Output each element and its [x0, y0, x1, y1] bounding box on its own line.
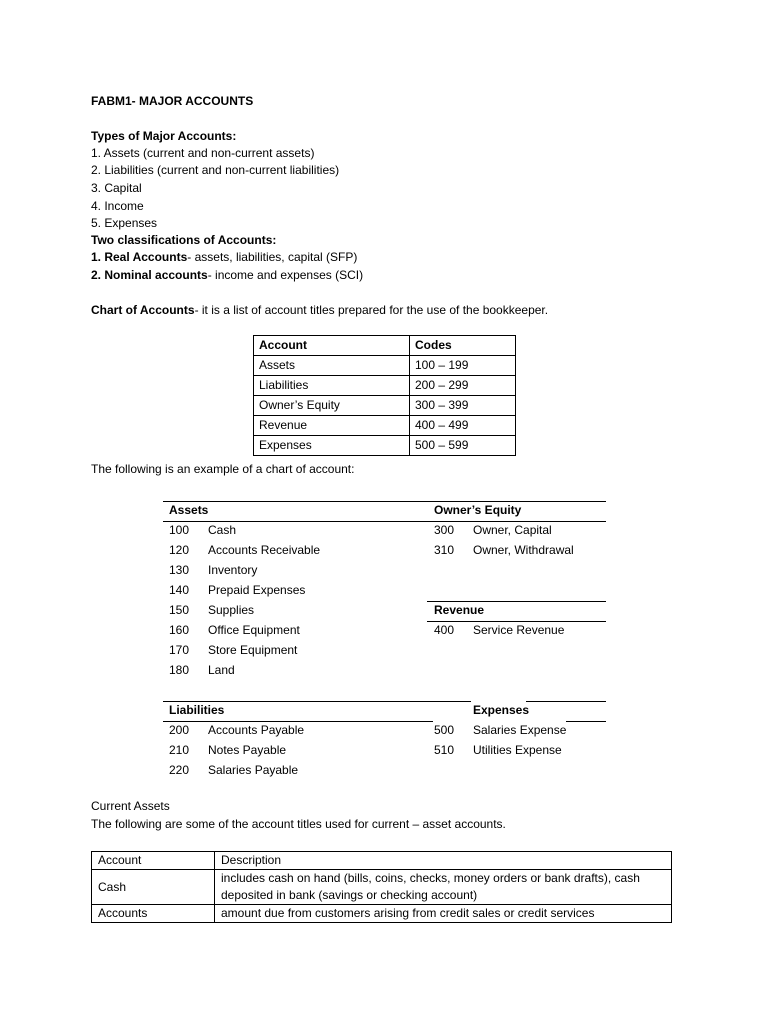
classification-text: - assets, liabilities, capital (SFP)	[187, 250, 358, 264]
account-codes-table	[253, 335, 516, 456]
list-item	[169, 600, 254, 620]
account-code: 310	[434, 543, 455, 557]
current-assets-table	[91, 851, 672, 923]
owners-equity-heading: Owner’s Equity	[434, 503, 522, 517]
divider	[163, 501, 606, 502]
table-cell: Revenue	[254, 416, 410, 436]
table-cell: 100 – 199	[410, 356, 516, 376]
account-title: Land	[208, 663, 235, 677]
table-header: Description	[215, 852, 672, 870]
table-cell: Liabilities	[254, 376, 410, 396]
current-assets-heading: Current Assets	[91, 799, 170, 813]
list-item	[169, 640, 297, 660]
types-item: 5. Expenses	[91, 216, 158, 230]
account-title: Notes Payable	[208, 743, 287, 757]
current-assets-intro: The following are some of the account titles used for current – asset accounts.	[91, 817, 506, 831]
example-intro: The following is an example of a chart of account:	[91, 462, 355, 476]
account-title: Accounts Receivable	[208, 543, 321, 557]
types-heading: Types of Major Accounts:	[91, 129, 237, 143]
table-cell: includes cash on hand (bills, coins, checks, money orders or bank drafts), cash deposited in bank (savings or checking account)	[215, 870, 672, 905]
classification-text: - income and expenses (SCI)	[207, 268, 364, 282]
chart-of-accounts-term: Chart of Accounts	[91, 303, 195, 317]
account-title: Utilities Expense	[473, 743, 562, 757]
table-row	[254, 416, 516, 436]
divider	[566, 721, 606, 722]
list-item	[169, 580, 305, 600]
list-item	[169, 560, 257, 580]
list-item	[169, 520, 236, 540]
table-cell: Assets	[254, 356, 410, 376]
account-code: 400	[434, 623, 455, 637]
account-code: 130	[169, 563, 190, 577]
types-item: 2. Liabilities (current and non-current liabilities)	[91, 163, 340, 177]
account-code: 510	[434, 743, 455, 757]
list-item	[169, 740, 286, 760]
account-title: Supplies	[208, 603, 255, 617]
classifications-heading: Two classifications of Accounts:	[91, 233, 277, 247]
table-cell: Accounts	[92, 905, 215, 923]
types-item: 3. Capital	[91, 181, 142, 195]
table-row	[254, 356, 516, 376]
table-header-row	[254, 336, 516, 356]
list-item	[434, 520, 552, 540]
classification-term: 1. Real Accounts	[91, 250, 188, 264]
table-header: Account	[92, 852, 215, 870]
account-code: 160	[169, 623, 190, 637]
account-code: 140	[169, 583, 190, 597]
liabilities-heading: Liabilities	[169, 703, 225, 717]
list-item	[169, 660, 235, 680]
account-code: 220	[169, 763, 190, 777]
account-code: 100	[169, 523, 190, 537]
list-item	[434, 620, 564, 640]
list-item	[169, 540, 320, 560]
table-row	[254, 436, 516, 456]
account-code: 170	[169, 643, 190, 657]
account-code: 210	[169, 743, 190, 757]
account-code: 120	[169, 543, 190, 557]
account-title: Salaries Expense	[473, 723, 567, 737]
chart-of-accounts-text: - it is a list of account titles prepared for the use of the bookkeeper.	[194, 303, 549, 317]
account-title: Owner, Capital	[473, 523, 552, 537]
assets-heading: Assets	[169, 503, 209, 517]
revenue-heading: Revenue	[434, 603, 485, 617]
table-cell: 300 – 399	[410, 396, 516, 416]
account-title: Prepaid Expenses	[208, 583, 306, 597]
table-cell: Cash	[92, 870, 215, 905]
list-item	[169, 620, 300, 640]
document-title: FABM1- MAJOR ACCOUNTS	[91, 94, 254, 108]
list-item	[434, 740, 562, 760]
list-item	[169, 720, 304, 740]
table-cell: 500 – 599	[410, 436, 516, 456]
table-header: Account	[254, 336, 410, 356]
types-item: 1. Assets (current and non-current assets)	[91, 146, 315, 160]
list-item	[434, 720, 566, 740]
account-title: Office Equipment	[208, 623, 300, 637]
account-code: 180	[169, 663, 190, 677]
table-row	[254, 396, 516, 416]
account-title: Owner, Withdrawal	[473, 543, 574, 557]
expenses-heading: Expenses	[473, 703, 530, 717]
table-header-row	[92, 852, 672, 870]
classification-term: 2. Nominal accounts	[91, 268, 208, 282]
account-code: 200	[169, 723, 190, 737]
account-code: 500	[434, 723, 455, 737]
table-row	[92, 870, 672, 905]
chart-of-accounts-definition	[91, 302, 548, 319]
account-code: 300	[434, 523, 455, 537]
table-cell: Owner’s Equity	[254, 396, 410, 416]
account-title: Cash	[208, 523, 237, 537]
account-title: Store Equipment	[208, 643, 298, 657]
account-title: Service Revenue	[473, 623, 565, 637]
table-cell: Expenses	[254, 436, 410, 456]
account-title: Inventory	[208, 563, 258, 577]
table-cell: 200 – 299	[410, 376, 516, 396]
table-row	[254, 376, 516, 396]
table-header: Codes	[410, 336, 516, 356]
classification-item	[91, 267, 363, 284]
list-item	[434, 540, 574, 560]
classification-item	[91, 249, 357, 266]
table-row	[92, 905, 672, 923]
account-title: Accounts Payable	[208, 723, 305, 737]
account-code: 150	[169, 603, 190, 617]
table-cell: amount due from customers arising from credit sales or credit services	[215, 905, 672, 923]
list-item	[169, 760, 298, 780]
divider	[526, 701, 606, 702]
account-title: Salaries Payable	[208, 763, 299, 777]
table-cell: 400 – 499	[410, 416, 516, 436]
types-item: 4. Income	[91, 199, 144, 213]
